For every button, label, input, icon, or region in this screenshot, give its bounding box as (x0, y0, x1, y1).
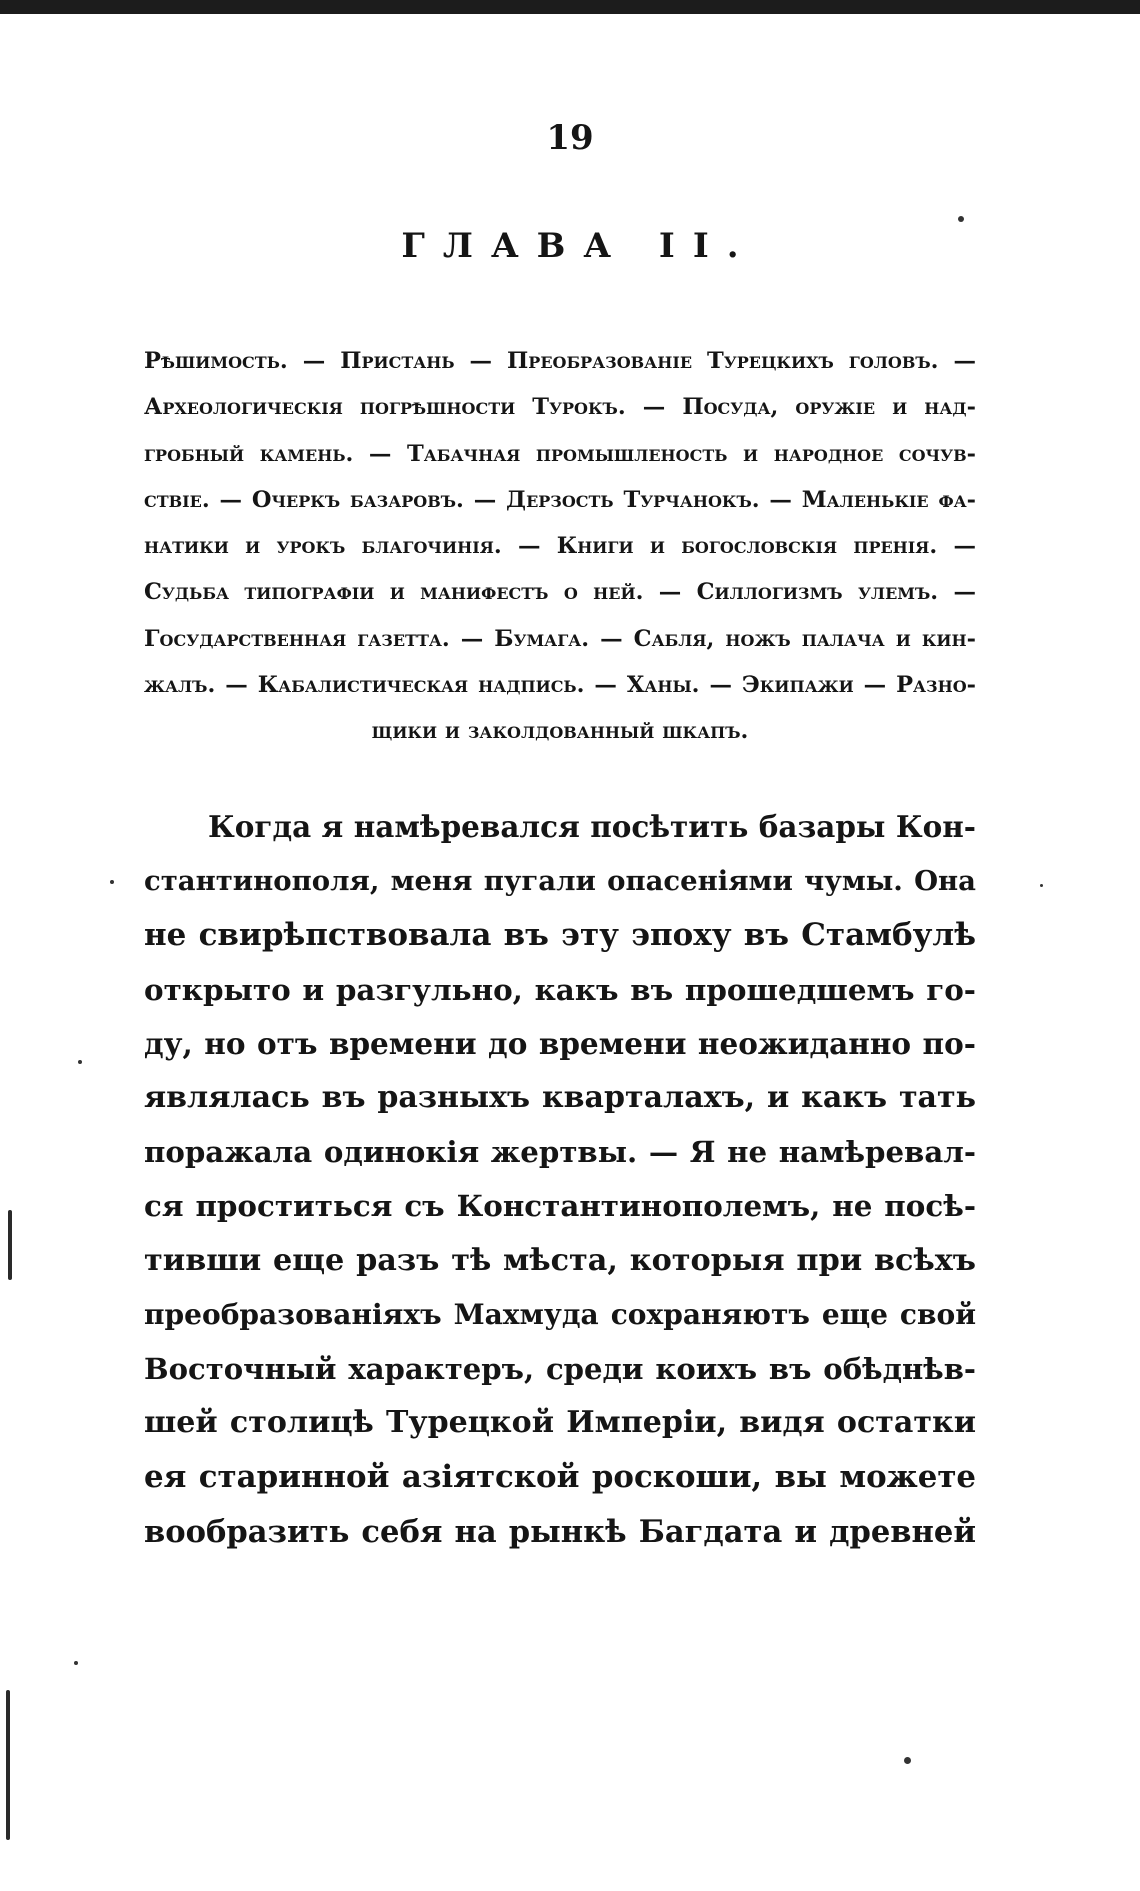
scan-top-border (0, 0, 1140, 14)
body-line: не свирѣпствовала въ эту эпоху въ Стамбулѣ (144, 917, 976, 954)
body-line: поражала одинокія жертвы. — Я не намѣревал- (144, 1135, 976, 1170)
body-line: преобразованіяхъ Махмуда сохраняютъ еще свой (144, 1297, 976, 1331)
body-line: вообразить себя на рынкѣ Багдата и древней (144, 1513, 976, 1550)
body-line: ся проститься съ Константинополемъ, не посѣ- (144, 1188, 976, 1224)
scan-speck (904, 1757, 911, 1764)
body-line: стантинополя, меня пугали опасеніями чумы. Она (144, 865, 976, 898)
body-line: шей столицѣ Турецкой Имперіи, видя остатки (144, 1405, 976, 1441)
summary-line: Судьба типографіи и манифестъ о ней. — Силлогизмъ улемъ. — (144, 579, 976, 606)
body-line: открыто и разгульно, какъ въ прошедшемъ го- (144, 971, 976, 1007)
body-line: ду, но отъ времени до времени неожиданно по- (144, 1025, 976, 1061)
summary-line: Археологическія погрѣшности Турокъ. — Посуда, оружіе и над- (144, 394, 976, 421)
summary-line: щики и заколдованный шкапъ. (371, 718, 749, 745)
scan-speck (74, 1661, 78, 1665)
summary-line: гробный камень. — Табачная промышленость и народное сочув- (144, 440, 976, 467)
scan-speck (78, 1060, 82, 1064)
summary-line: жалъ. — Кабалистическая надпись. — Ханы. — Экипажи — Разно- (144, 672, 976, 699)
body-line: Когда я намѣревался посѣтить базары Кон- (208, 809, 976, 844)
body-line: ея старинной азіятской роскоши, вы можете (144, 1459, 976, 1496)
scan-speck (1040, 884, 1043, 887)
scan-left-edge-mark (8, 1210, 12, 1280)
page-number: 19 (546, 118, 594, 158)
body-line: тивши еще разъ тѣ мѣста, которыя при всѣхъ (144, 1242, 976, 1278)
scan-speck (110, 880, 114, 884)
summary-line: Рѣшимость. — Пристань — Преобразованіе Турецкихъ головъ. — (144, 348, 976, 374)
body-line: Восточный характеръ, среди коихъ въ обѣднѣв- (144, 1352, 976, 1387)
chapter-title: ГЛАВА II. (401, 226, 757, 266)
chapter-summary (144, 338, 976, 755)
summary-line: натики и урокъ благочинія. — Книги и богословскія пренія. — (144, 533, 976, 560)
summary-line: ствіе. — Очеркъ базаровъ. — Дерзость Турчанокъ. — Маленькіе фа- (144, 486, 976, 513)
summary-line: Государственная газетта. — Бумага. — Сабля, ножъ палача и кин- (144, 625, 976, 652)
scan-speck (958, 216, 964, 222)
body-line: являлась въ разныхъ кварталахъ, и какъ тать (144, 1080, 976, 1116)
scan-left-edge-mark-lower (6, 1690, 10, 1840)
body-paragraph (144, 800, 976, 1559)
